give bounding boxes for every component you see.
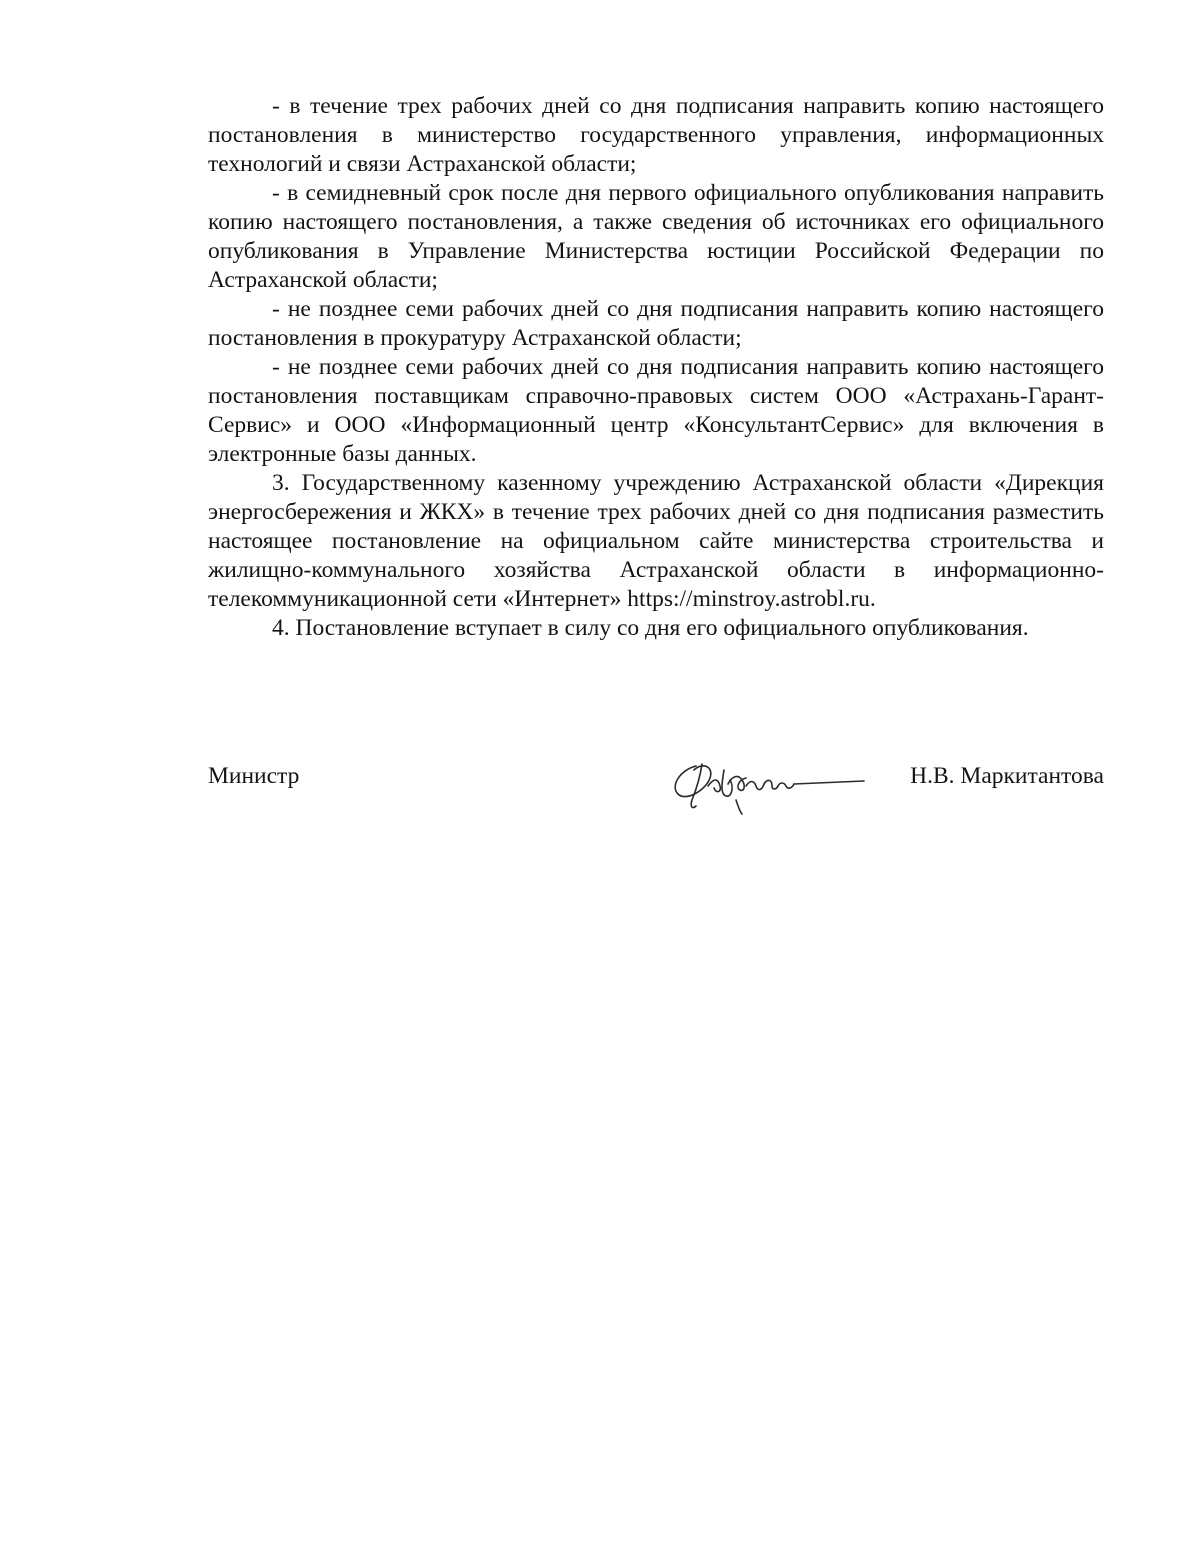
document-body — [208, 92, 1104, 643]
paragraph-1: - в течение трех рабочих дней со дня подписания направить копию настоящего постановления в министерство государственного управления, информационных технологий и связи Астраханской области; — [208, 93, 1104, 177]
paragraph-item-3: 3. Государственному казенному учреждению Астраханской области «Дирекция энергосбережения и ЖКХ» в течение трех рабочих дней со дня подписания разместить настоящее постановление на официальном сайте министерства строительства и жилищно-коммунального хозяйства Астраханской области в информационно-телекоммуникационной сети «Интернет» https://minstroy.astrobl.ru. — [208, 470, 1104, 612]
paragraph-3: - не позднее семи рабочих дней со дня подписания направить копию настоящего постановления в прокуратуру Астраханской области; — [208, 296, 1104, 351]
signer-position: Министр — [208, 763, 300, 789]
signer-name: Н.В. Маркитантова — [910, 763, 1104, 789]
paragraph-item-4: 4. Постановление вступает в силу со дня его официального опубликования. — [272, 615, 1029, 641]
handwritten-signature — [666, 756, 886, 816]
signature-block — [208, 756, 1104, 816]
paragraph-4: - не позднее семи рабочих дней со дня подписания направить копию настоящего постановления поставщикам справочно-правовых систем ООО «Астрахань-Гарант-Сервис» и ООО «Информационный центр «КонсультантСервис» для включения в электронные базы данных. — [208, 354, 1104, 467]
paragraph-2: - в семидневный срок после дня первого официального опубликования направить копию настоящего постановления, а также сведения об источниках его официального опубликования в Управление Министерства юстиции Российской Федерации по Астраханской области; — [208, 180, 1104, 293]
